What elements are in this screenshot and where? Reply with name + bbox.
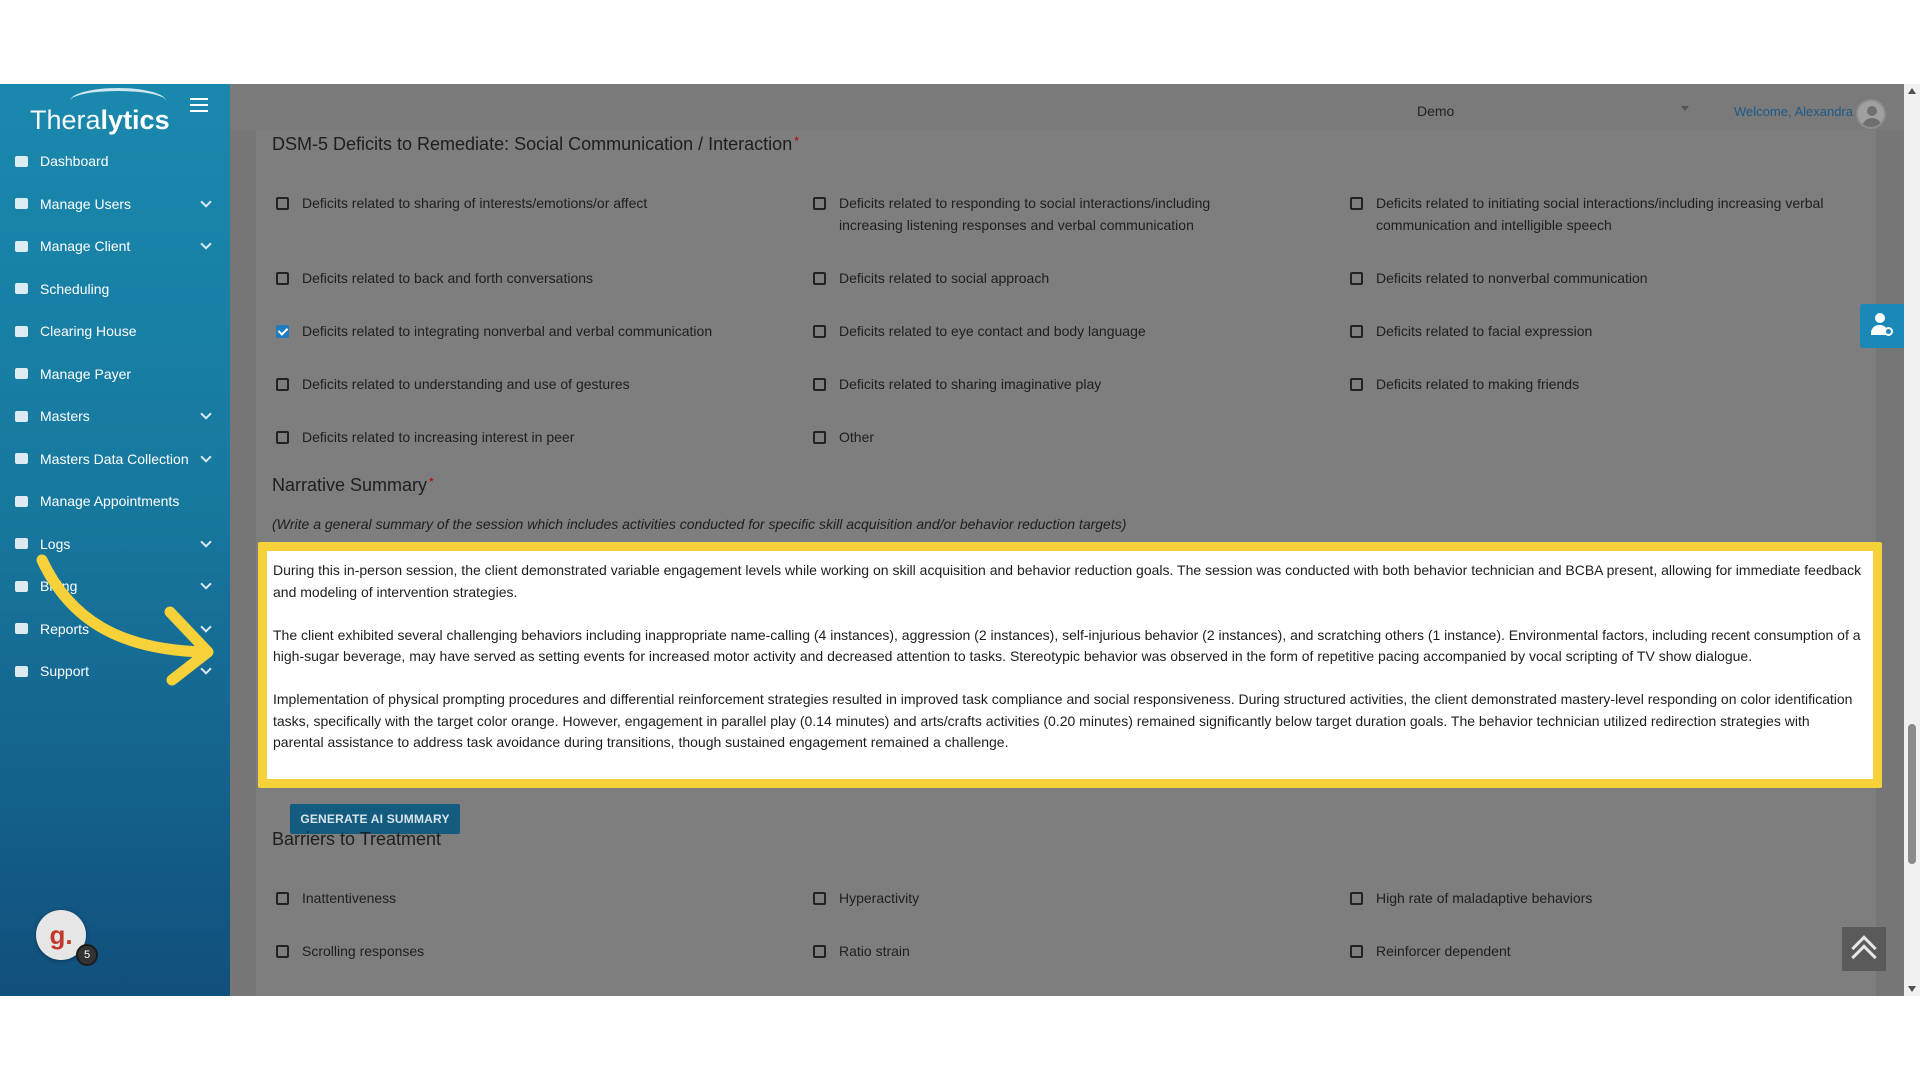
logo-text-b: lytics (100, 105, 170, 135)
checkbox-label: Ratio strain (839, 943, 910, 959)
checkbox-label: Deficits related to making friends (1376, 376, 1580, 392)
chevron-down-icon (200, 451, 211, 462)
report-icon (14, 622, 28, 636)
assistant-letter: g. (49, 919, 73, 950)
narrative-hint: (Write a general summary of the session which includes activities conducted for specific skill acquisition and/or behavior reduction targets) (272, 516, 1127, 532)
sidebar-item-label: Scheduling (40, 280, 110, 297)
sidebar-item-logs[interactable] (0, 523, 230, 566)
chevron-down-icon (200, 408, 211, 419)
sidebar-collapse-icon[interactable] (190, 98, 208, 114)
sidebar-item-label: Manage Client (40, 238, 131, 255)
checkbox-label: Deficits related to facial expression (1376, 323, 1593, 339)
sidebar-item-label: Manage Appointments (40, 493, 180, 510)
narrative-title-text: Narrative Summary (272, 475, 428, 495)
chevron-down-icon (200, 536, 211, 547)
sidebar-item-label: Dashboard (40, 153, 109, 170)
narrative-summary-textarea[interactable] (258, 542, 1882, 788)
generate-ai-summary-button[interactable]: GENERATE AI SUMMARY (290, 804, 460, 834)
checkbox-label: Deficits related to understanding and use of gestures (302, 376, 630, 392)
sidebar-item-clearing-house[interactable] (0, 310, 230, 353)
chevron-down-icon (200, 621, 211, 632)
sidebar-item-label: Manage Users (40, 195, 132, 212)
checkbox[interactable] (813, 892, 826, 905)
location-select-value: Demo (1417, 103, 1455, 119)
sidebar-item-label: Billing (40, 578, 78, 595)
history-icon (14, 537, 28, 551)
dsm-title-text: DSM-5 Deficits to Remediate: Social Communication / Interaction (272, 134, 793, 154)
checkbox-label: Deficits related to increasing interest in peer (302, 429, 575, 445)
checkbox[interactable] (276, 431, 289, 444)
dsm-option[interactable] (1350, 267, 1830, 289)
calendar-icon (14, 282, 28, 296)
dsm-option[interactable] (276, 192, 776, 214)
sidebar-item-scheduling[interactable] (0, 268, 230, 311)
sidebar-item-dashboard[interactable] (0, 140, 230, 183)
checkbox-label: Deficits related to sharing imaginative play (839, 376, 1102, 392)
checkbox-label: Other (839, 429, 875, 445)
checkbox[interactable] (1350, 378, 1363, 391)
sidebar-item-label: Logs (40, 535, 71, 552)
dsm-option[interactable] (813, 320, 1253, 342)
app-window (0, 84, 1920, 996)
checkbox-label: High rate of maladaptive behaviors (1376, 890, 1593, 906)
scroll-to-top-button[interactable] (1842, 927, 1886, 971)
checkbox-label: Scrolling responses (302, 943, 425, 959)
narrative-paragraph: The client exhibited several challenging behaviors including inappropriate name-calling (4 instances), aggression (2 instances), self-injurious behavior (2 instances), and scratching others (1 instance). Environmental factors, including recent consumption of a high-sugar beverage, may have served as setting events for increased motor activity and decreased attention to tasks. Stereotypic behavior was observed in the form of repetitive pacing accompanied by vocal scripting of TV show dialogue. (273, 626, 1861, 664)
sidebar-item-billing[interactable] (0, 565, 230, 608)
user-search-icon (1875, 313, 1885, 323)
user-avatar[interactable] (1856, 99, 1886, 129)
sidebar-item-manage-client[interactable] (0, 225, 230, 268)
checkbox[interactable] (813, 197, 826, 210)
checkbox-label: Inattentiveness (302, 890, 397, 906)
scroll-down-arrow-icon[interactable] (1908, 986, 1916, 992)
welcome-text[interactable]: Welcome, Alexandra (1734, 104, 1853, 119)
sidebar-item-masters[interactable] (0, 395, 230, 438)
checkbox-label: Deficits related to initiating social interactions/including increasing verbal communication and intelligible speech (1376, 195, 1824, 233)
barriers-section-title: Barriers to Treatment (272, 829, 442, 849)
dsm-option[interactable] (276, 426, 776, 448)
sidebar-item-label: Masters (40, 408, 90, 425)
dsm-option[interactable] (813, 192, 1253, 236)
database-icon (14, 409, 28, 423)
sidebar-item-support[interactable] (0, 650, 230, 693)
checkbox-label: Deficits related to social approach (839, 270, 1050, 286)
checkbox-label: Deficits related to eye contact and body language (839, 323, 1146, 339)
checkbox[interactable] (813, 272, 826, 285)
sidebar-item-label: Support (40, 663, 90, 680)
users-icon (14, 197, 28, 211)
checkbox[interactable] (813, 945, 826, 958)
id-card-icon (14, 324, 28, 338)
checkbox[interactable] (276, 945, 289, 958)
dsm-option[interactable] (276, 320, 796, 342)
dsm-option[interactable] (813, 426, 1253, 448)
checkbox[interactable] (813, 431, 826, 444)
dollar-icon (14, 579, 28, 593)
checkbox-label: Deficits related to back and forth conversations (302, 270, 594, 286)
dsm-option[interactable] (1350, 192, 1830, 236)
dsm-option[interactable] (276, 267, 776, 289)
chevron-down-icon (200, 663, 211, 674)
top-header (230, 84, 1904, 130)
card-icon (14, 367, 28, 381)
barrier-option[interactable] (276, 887, 776, 909)
checkbox[interactable] (1350, 325, 1363, 338)
narrative-section-title (272, 475, 434, 496)
vertical-scrollbar[interactable] (1904, 84, 1920, 996)
database-icon (14, 452, 28, 466)
barrier-option[interactable] (1350, 887, 1830, 909)
sidebar-item-label: Clearing House (40, 323, 137, 340)
chevron-down-icon (200, 238, 211, 249)
help-icon (14, 664, 28, 678)
sidebar-item-label: Masters Data Collection (40, 450, 189, 467)
assistant-launcher-button[interactable] (36, 910, 91, 961)
dsm-option[interactable] (1350, 320, 1830, 342)
dsm-option[interactable] (1350, 373, 1830, 395)
main-content (230, 130, 1904, 996)
barrier-option[interactable] (1350, 940, 1830, 962)
checkbox[interactable] (813, 325, 826, 338)
checkbox[interactable] (1350, 892, 1363, 905)
sidebar-menu (0, 140, 230, 693)
sidebar-item-reports[interactable] (0, 608, 230, 651)
card-icon (14, 494, 28, 508)
narrative-paragraph: Implementation of physical prompting procedures and differential reinforcement strategies resulted in improved task compliance and social responsiveness. During structured activities, the client demonstrated mastery-level responding on color identification tasks, specifically with the target color orange. However, engagement in parallel play (0.14 minutes) and arts/crafts activities (0.20 minutes) remained significantly below target duration goals. The behavior technician utilized redirection strategies with parental assistance to address task avoidance during transitions, though sustained engagement remained a challenge. (273, 691, 1853, 750)
checkbox[interactable] (813, 378, 826, 391)
narrative-paragraph: During this in-person session, the client demonstrated variable engagement levels while working on skill acquisition and behavior reduction goals. The session was conducted with both behavior technician and BCBA present, allowing for immediate feedback and modeling of intervention strategies. (273, 562, 1862, 600)
logo-text-a: Thera (30, 105, 101, 135)
checkbox[interactable] (276, 378, 289, 391)
checkbox[interactable] (1350, 272, 1363, 285)
barrier-option[interactable] (276, 940, 776, 962)
checkbox[interactable] (1350, 945, 1363, 958)
form-panel (256, 130, 1876, 996)
chevron-down-icon (200, 196, 211, 207)
dashboard-icon (14, 154, 28, 168)
user-icon (14, 239, 28, 253)
barrier-option[interactable] (813, 887, 1253, 909)
checkbox-label: Deficits related to integrating nonverbal and verbal communication (302, 323, 713, 339)
sidebar-item-label: Reports (40, 620, 90, 637)
barrier-option[interactable] (813, 940, 1253, 962)
checkbox-label: Deficits related to responding to social interactions/including increasing listening responses and verbal communication (839, 195, 1211, 233)
sidebar-item-label: Manage Payer (40, 365, 132, 382)
theralytics-logo[interactable] (30, 90, 170, 136)
location-select[interactable] (1417, 98, 1697, 124)
dsm-option[interactable] (276, 373, 776, 395)
sidebar-item-manage-appointments[interactable] (0, 480, 230, 523)
notification-count-badge: 5 (76, 944, 98, 966)
sidebar-item-masters-data-collection[interactable] (0, 438, 230, 481)
scrollbar-thumb[interactable] (1908, 724, 1916, 864)
checkbox-label: Deficits related to nonverbal communication (1376, 270, 1648, 286)
checkbox[interactable] (276, 272, 289, 285)
dsm-option[interactable] (813, 267, 1253, 289)
scroll-up-arrow-icon[interactable] (1908, 88, 1916, 94)
required-mark: * (429, 475, 434, 489)
required-mark: * (794, 134, 799, 148)
user-search-button[interactable] (1860, 304, 1904, 348)
checkbox-label: Deficits related to sharing of interests/emotions/or affect (302, 195, 648, 211)
checkbox[interactable] (276, 197, 289, 210)
caret-down-icon (1681, 106, 1689, 111)
dsm-option[interactable] (813, 373, 1253, 395)
checkbox-label: Hyperactivity (839, 890, 920, 906)
sidebar-item-manage-users[interactable] (0, 183, 230, 226)
checkbox[interactable] (276, 892, 289, 905)
checkbox-checked[interactable] (276, 325, 289, 338)
sidebar (0, 84, 230, 996)
chevron-down-icon (200, 578, 211, 589)
checkbox-label: Reinforcer dependent (1376, 943, 1511, 959)
sidebar-item-manage-payer[interactable] (0, 353, 230, 396)
dsm-section-title (272, 134, 799, 155)
checkbox[interactable] (1350, 197, 1363, 210)
